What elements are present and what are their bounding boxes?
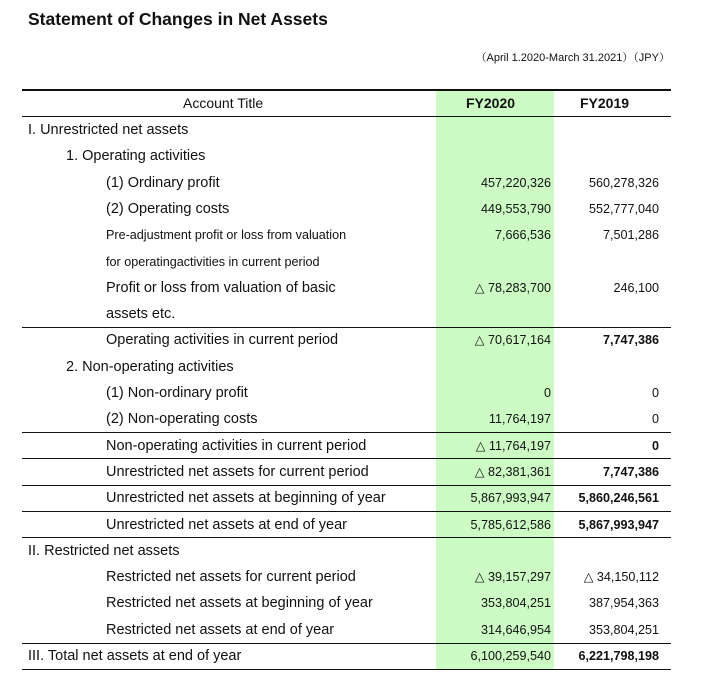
page-title: Statement of Changes in Net Assets — [28, 9, 328, 29]
fy2019-value: 560,278,326 — [588, 175, 659, 190]
fy2019-value: 7,747,386 — [602, 333, 659, 348]
fy2019-value: 5,860,246,561 — [578, 491, 659, 506]
fy2019-value: 0 — [651, 412, 659, 427]
fy2019-value: 246,100 — [613, 280, 659, 295]
fy2020-value: △ 82,381,361 — [474, 464, 551, 479]
account-label: (2) Non-operating costs — [106, 411, 258, 428]
account-label: Pre-adjustment profit or loss from valuation — [106, 228, 347, 243]
fy2019-value: 387,954,363 — [588, 596, 659, 611]
fy2020-value: 11,764,197 — [488, 412, 551, 427]
fy2020-value: 0 — [543, 386, 551, 400]
fy2019-value: 0 — [651, 438, 659, 453]
table-row — [0, 117, 727, 143]
header-fy2019: FY2019 — [580, 95, 630, 111]
header-account-title: Account Title — [183, 95, 264, 111]
fy2020-value: 457,220,326 — [480, 175, 551, 190]
table-row — [0, 143, 727, 169]
fy2020-value: △ 70,617,164 — [474, 333, 551, 348]
fy2019-value: 0 — [651, 386, 659, 400]
header-fy2020: FY2020 — [466, 95, 516, 111]
fy2020-value: △ 11,764,197 — [475, 438, 551, 453]
table-row — [0, 512, 727, 538]
fy2019-value: △ 34,150,112 — [583, 570, 659, 585]
table-row — [0, 354, 727, 380]
account-label: Restricted net assets at beginning of year — [106, 595, 373, 612]
account-label: II. Restricted net assets — [28, 542, 180, 559]
table-row — [0, 433, 727, 459]
account-label: I. Unrestricted net assets — [28, 122, 189, 138]
table-row — [0, 301, 727, 327]
fy2020-value: 353,804,251 — [480, 596, 551, 611]
table-row — [0, 275, 727, 301]
account-label: (1) Non-ordinary profit — [106, 385, 248, 401]
account-label: Unrestricted net assets at end of year — [106, 516, 347, 533]
account-label: Restricted net assets at end of year — [106, 621, 335, 638]
account-label: Profit or loss from valuation of basic — [106, 279, 336, 296]
table-row — [0, 196, 727, 222]
table-row — [0, 380, 727, 406]
table-row — [0, 590, 727, 616]
table-row — [0, 406, 727, 432]
table-row — [0, 538, 727, 564]
fy2020-value: 5,785,612,586 — [470, 517, 551, 532]
fy2019-value: 6,221,798,198 — [578, 649, 659, 663]
table-row — [0, 643, 727, 669]
fy2020-value: 7,666,536 — [494, 228, 551, 243]
fy2020-value: 6,100,259,540 — [470, 649, 551, 663]
table-row — [0, 170, 727, 196]
account-label: 1. Operating activities — [66, 148, 206, 165]
fy2019-value: 353,804,251 — [588, 622, 659, 637]
table-row — [0, 327, 727, 353]
account-label: 2. Non-operating activities — [66, 358, 234, 375]
account-label: (1) Ordinary profit — [106, 174, 220, 191]
account-label: for operatingactivities in current period — [106, 254, 320, 269]
account-label: Non-operating activities in current period — [106, 437, 367, 454]
account-label: Unrestricted net assets at beginning of year — [106, 490, 386, 507]
account-label: assets etc. — [106, 306, 176, 323]
account-label: Operating activities in current period — [106, 332, 339, 349]
table-bottom-rule — [22, 669, 671, 670]
account-label: Restricted net assets for current period — [106, 569, 356, 586]
fy2020-value: △ 78,283,700 — [474, 280, 551, 295]
table-row — [0, 222, 727, 248]
period-note: （April 1.2020-March 31.2021）（JPY） — [475, 52, 670, 64]
table-row — [0, 564, 727, 590]
fy2020-value: 449,553,790 — [480, 201, 551, 216]
fy2019-value: 552,777,040 — [588, 201, 659, 216]
fy2019-value: 5,867,993,947 — [578, 517, 659, 532]
table-top-rule — [22, 89, 671, 91]
table-row — [0, 249, 727, 275]
fy2020-value: 5,867,993,947 — [470, 491, 551, 506]
table-row — [0, 459, 727, 485]
account-label: III. Total net assets at end of year — [28, 648, 242, 664]
fy2019-value: 7,501,286 — [602, 228, 659, 243]
fy2020-value: △ 39,157,297 — [474, 570, 551, 585]
fy2019-value: 7,747,386 — [602, 464, 659, 479]
table-row — [0, 617, 727, 643]
account-label: Unrestricted net assets for current period — [106, 463, 369, 480]
table-row — [0, 485, 727, 511]
account-label: (2) Operating costs — [106, 200, 230, 217]
fy2020-value: 314,646,954 — [480, 622, 551, 637]
